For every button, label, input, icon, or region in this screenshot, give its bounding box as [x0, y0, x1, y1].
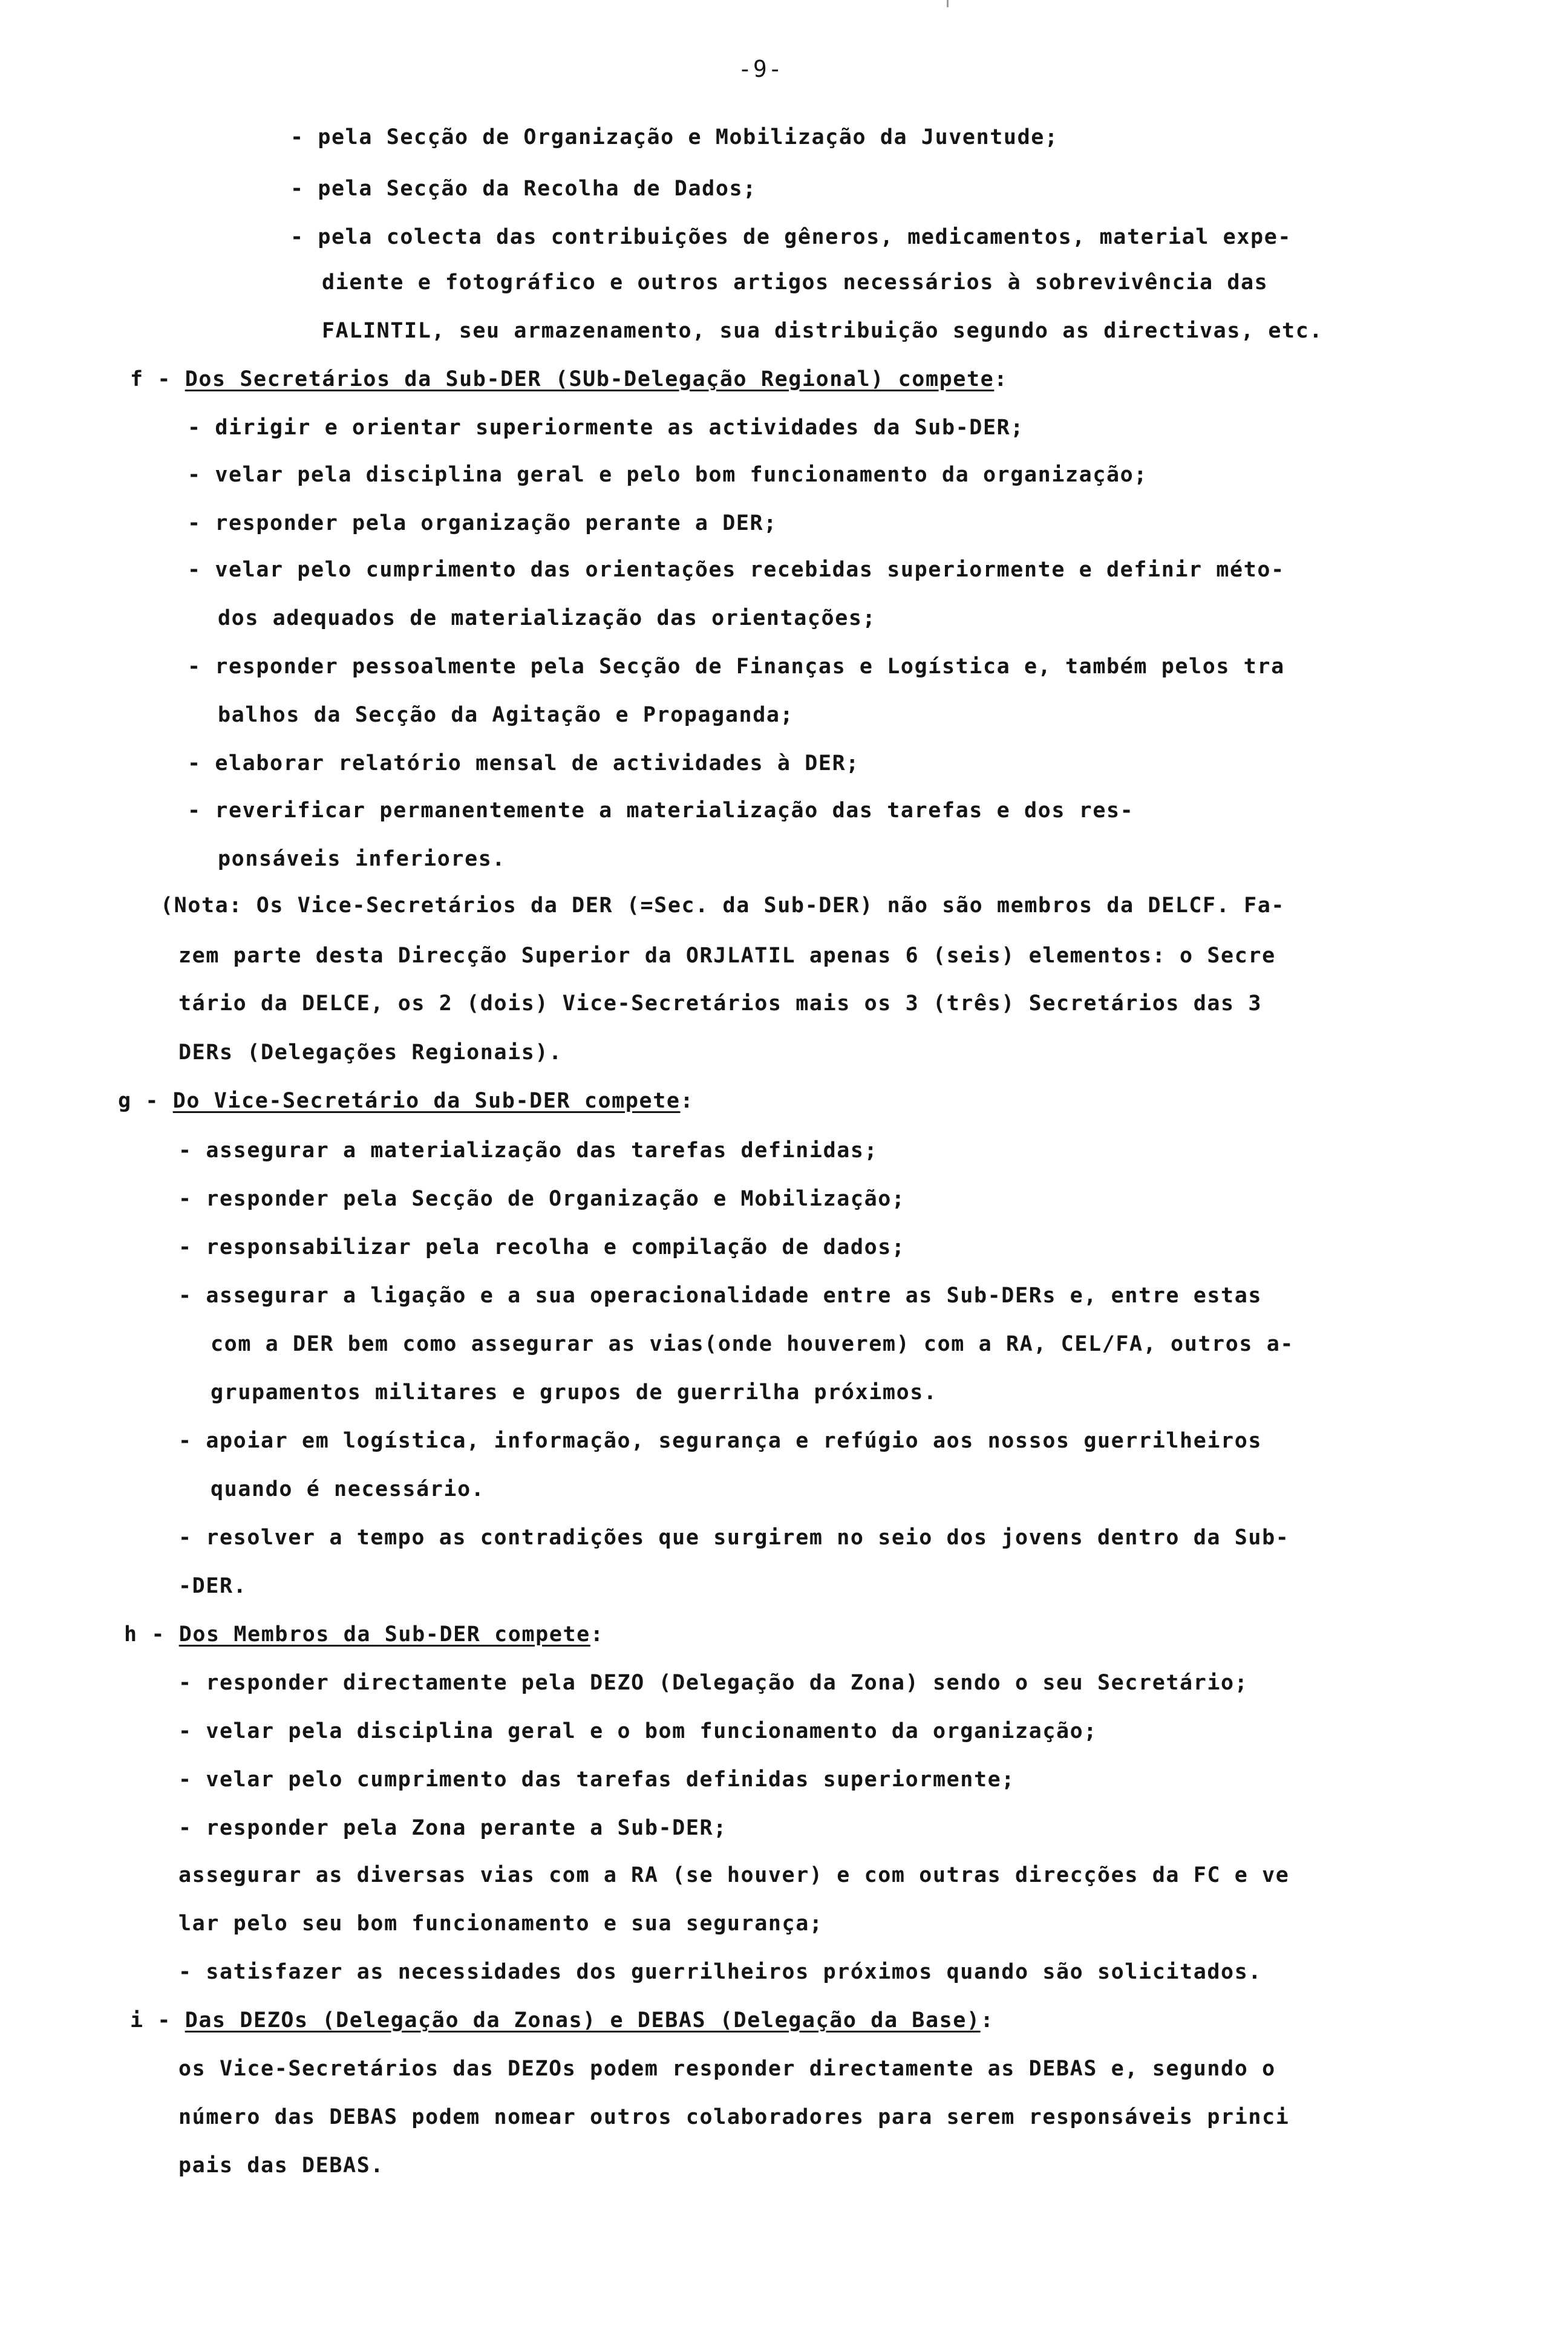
text-line: os Vice-Secretários das DEZOs podem responder directamente as DEBAS e, segundo o [178, 2057, 1276, 2081]
text-line: diente e fotográfico e outros artigos necessários à sobrevivência das [322, 270, 1269, 295]
section-heading-g: g - Do Vice-Secretário da Sub-DER compete: [118, 1089, 694, 1113]
scan-artifact [947, 0, 949, 7]
text-line: - responsabilizar pela recolha e compilação de dados; [178, 1235, 906, 1259]
note-line: DERs (Delegações Regionais). [178, 1040, 563, 1065]
section-heading-h: h - Dos Membros da Sub-DER compete: [124, 1622, 604, 1647]
note-line: tário da DELCE, os 2 (dois) Vice-Secretários mais os 3 (três) Secretários das 3 [178, 991, 1263, 1016]
text-line: - responder pela Zona perante a Sub-DER; [178, 1816, 727, 1840]
note-line: (Nota: Os Vice-Secretários da DER (=Sec. da Sub-DER) não são membros da DELCF. Fa- [160, 893, 1285, 918]
text-line: - responder directamente pela DEZO (Delegação da Zona) sendo o seu Secretário; [178, 1671, 1249, 1695]
text-line: FALINTIL, seu armazenamento, sua distribuição segundo as directivas, etc. [322, 319, 1324, 343]
text-line: - velar pelo cumprimento das orientações recebidas superiormente e definir méto- [188, 558, 1285, 582]
text-line: lar pelo seu bom funcionamento e sua segurança; [178, 1912, 823, 1936]
text-line: dos adequados de materialização das orientações; [218, 606, 877, 630]
section-heading-f: f - Dos Secretários da Sub-DER (SUb-Delegação Regional) compete: [130, 367, 1008, 391]
text-line: com a DER bem como assegurar as vias(onde houverem) com a RA, CEL/FA, outros a- [211, 1332, 1295, 1356]
page-number: -9- [738, 56, 783, 82]
section-heading-title: Dos Secretários da Sub-DER (SUb-Delegação Regional) compete [185, 367, 995, 391]
text-line: - dirigir e orientar superiormente as actividades da Sub-DER; [188, 416, 1024, 440]
text-line: - responder pela organização perante a DER; [188, 511, 777, 535]
text-line: - responder pela Secção de Organização e Mobilização; [178, 1187, 906, 1211]
text-line: número das DEBAS podem nomear outros colaboradores para serem responsáveis princi [178, 2105, 1290, 2129]
text-line: ponsáveis inferiores. [218, 847, 506, 871]
text-line: assegurar as diversas vias com a RA (se houver) e com outras direcções da FC e ve [178, 1863, 1290, 1887]
text-line: - assegurar a materialização das tarefas definidas; [178, 1138, 878, 1163]
text-line: quando é necessário. [211, 1477, 485, 1501]
text-line: - pela Secção da Recolha de Dados; [290, 177, 757, 201]
text-line: - apoiar em logística, informação, segurança e refúgio aos nossos guerrilheiros [178, 1429, 1263, 1453]
text-line: - responder pessoalmente pela Secção de Finanças e Logística e, também pelos tra [188, 655, 1285, 679]
text-line: - satisfazer as necessidades dos guerrilheiros próximos quando são solicitados. [178, 1960, 1263, 1984]
text-line: - elaborar relatório mensal de actividades à DER; [188, 751, 860, 775]
text-line: - velar pela disciplina geral e o bom funcionamento da organização; [178, 1719, 1098, 1743]
text-line: pais das DEBAS. [178, 2153, 385, 2178]
text-line: - velar pela disciplina geral e pelo bom funcionamento da organização; [188, 463, 1148, 487]
text-line: -DER. [178, 1574, 247, 1598]
text-line: - resolver a tempo as contradições que surgirem no seio dos jovens dentro da Sub- [178, 1526, 1290, 1550]
section-heading-i: i - Das DEZOs (Delegação da Zonas) e DEBAS (Delegação da Base): [130, 2008, 995, 2032]
text-line: - pela colecta das contribuições de gêneros, medicamentos, material expe- [290, 225, 1292, 249]
text-line: - assegurar a ligação e a sua operacionalidade entre as Sub-DERs e, entre estas [178, 1284, 1263, 1308]
text-line: - reverificar permanentemente a materialização das tarefas e dos res- [188, 798, 1134, 823]
note-line: zem parte desta Direcção Superior da ORJLATIL apenas 6 (seis) elementos: o Secre [178, 944, 1276, 968]
section-heading-title: Das DEZOs (Delegação da Zonas) e DEBAS (Delegação da Base) [185, 2008, 981, 2032]
section-heading-title: Dos Membros da Sub-DER compete [178, 1622, 590, 1647]
text-line: balhos da Secção da Agitação e Propaganda; [218, 703, 794, 727]
text-line: grupamentos militares e grupos de guerrilha próximos. [211, 1380, 938, 1405]
section-heading-title: Do Vice-Secretário da Sub-DER compete [172, 1089, 681, 1113]
text-line: - velar pelo cumprimento das tarefas definidas superiormente; [178, 1768, 1015, 1792]
text-line: - pela Secção de Organização e Mobilização da Juventude; [290, 125, 1059, 149]
